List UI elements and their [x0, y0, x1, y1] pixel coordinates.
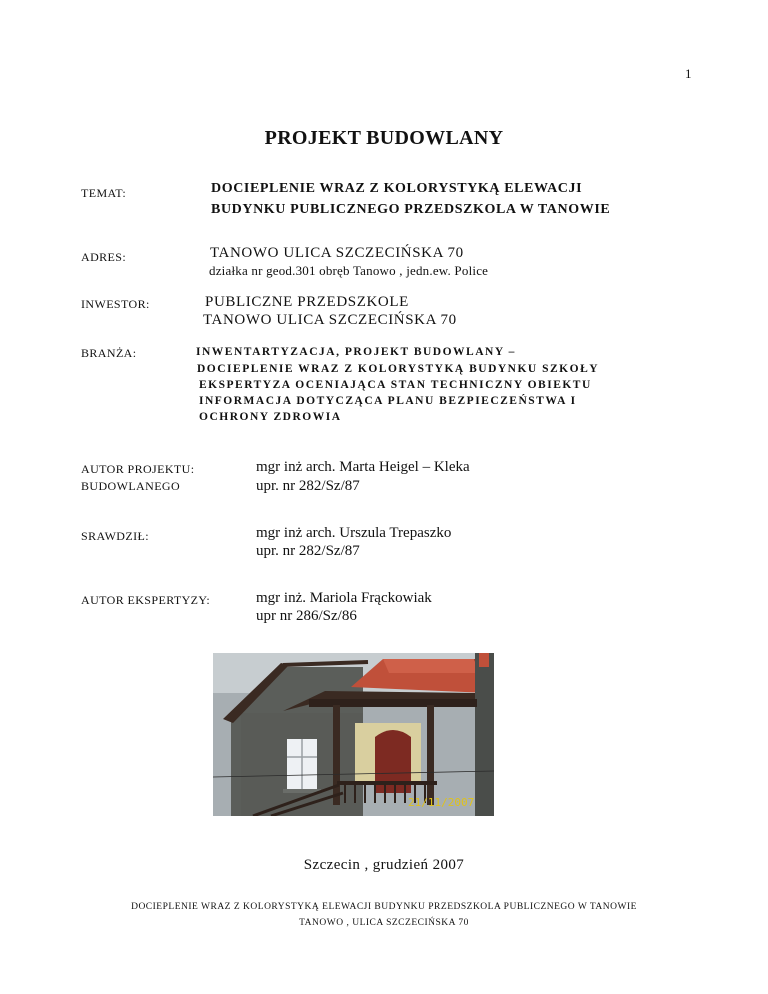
- sprawdzil-label: SRAWDZIŁ:: [81, 529, 149, 543]
- temat-line-2: BUDYNKU PUBLICZNEGO PRZEDSZKOLA W TANOWIE: [211, 202, 611, 217]
- footer-line-1: DOCIEPLENIE WRAZ Z KOLORYSTYKĄ ELEWACJI BUDYNKU PRZEDSZKOLA PUBLICZNEGO W TANOWIE: [131, 902, 637, 912]
- place-and-date: Szczecin , grudzień 2007: [303, 857, 465, 873]
- building-photo-illustration: [213, 653, 494, 816]
- autor-ekspertyzy-name: mgr inż. Mariola Frąckowiak: [256, 590, 432, 606]
- branza-line-1: INWENTARTYZACJA, PROJEKT BUDOWLANY –: [196, 346, 516, 358]
- autor-ekspertyzy-label: AUTOR EKSPERTYZY:: [81, 593, 211, 607]
- branza-line-2: DOCIEPLENIE WRAZ Z KOLORYSTYKĄ BUDYNKU SZKOŁY: [197, 363, 600, 375]
- autor-projektu-upr: upr. nr 282/Sz/87: [256, 478, 360, 494]
- adres-line-2: działka nr geod.301 obręb Tanowo , jedn.ew. Police: [209, 263, 489, 278]
- branza-line-5: OCHRONY ZDROWIA: [199, 411, 342, 423]
- sprawdzil-upr: upr. nr 282/Sz/87: [256, 543, 360, 559]
- footer-line-2: TANOWO , ULICA SZCZECIŃSKA 70: [299, 918, 469, 928]
- building-photo: [213, 653, 494, 816]
- autor-ekspertyzy-upr: upr nr 286/Sz/86: [256, 608, 357, 624]
- temat-label: TEMAT:: [81, 186, 127, 200]
- branza-line-3: EKSPERTYZA OCENIAJĄCA STAN TECHNICZNY OBIEKTU: [199, 379, 592, 391]
- document-title: PROJEKT BUDOWLANY: [264, 127, 504, 149]
- adres-line-1: TANOWO ULICA SZCZECIŃSKA 70: [210, 245, 464, 261]
- adres-label: ADRES:: [81, 250, 127, 264]
- inwestor-line-2: TANOWO ULICA SZCZECIŃSKA 70: [203, 312, 457, 328]
- autor-projektu-label-1: AUTOR PROJEKTU:: [81, 462, 195, 476]
- page-number: 1: [685, 66, 692, 81]
- photo-date-stamp: 21/11/2007: [408, 796, 475, 809]
- temat-line-1: DOCIEPLENIE WRAZ Z KOLORYSTYKĄ ELEWACJI: [211, 181, 583, 196]
- inwestor-line-1: PUBLICZNE PRZEDSZKOLE: [205, 294, 409, 310]
- inwestor-label: INWESTOR:: [81, 297, 150, 311]
- sprawdzil-name: mgr inż arch. Urszula Trepaszko: [256, 525, 452, 541]
- autor-projektu-label-2: BUDOWLANEGO: [81, 479, 181, 493]
- autor-projektu-name: mgr inż arch. Marta Heigel – Kleka: [256, 459, 470, 475]
- branza-label: BRANŻA:: [81, 346, 137, 360]
- branza-line-4: INFORMACJA DOTYCZĄCA PLANU BEZPIECZEŃSTWA I: [199, 395, 577, 407]
